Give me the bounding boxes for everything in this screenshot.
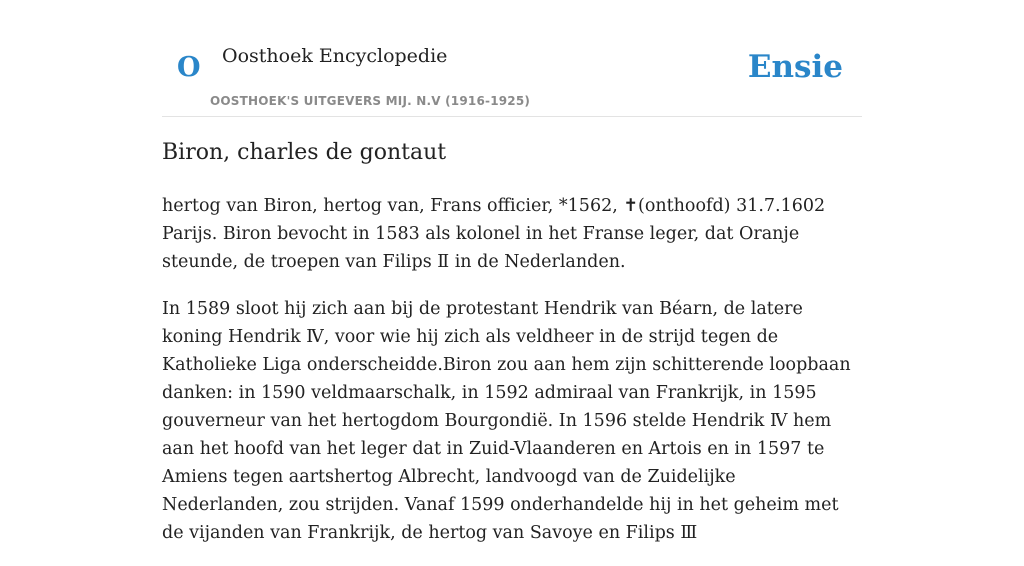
entry-title: Biron, charles de gontaut	[162, 140, 447, 165]
book-logo[interactable]: O	[177, 52, 201, 83]
entry-paragraph: In 1589 sloot hij zich aan bij de protestant Hendrik van Béarn, de latere koning Hendrik Ⅳ, voor wie hij zich als veldheer in de strijd tegen de Katholieke Liga onderscheidde.Biron zou aan hem zijn schitterende loopbaan danken: in 1590 veldmaarschalk, in 1592 admiraal van Frankrijk, in 1595 gouverneur van het hertogdom Bourgondië. In 1596 stelde Hendrik Ⅳ hem aan het hoofd van het leger dat in Zuid-Vlaanderen en Artois en in 1597 te Amiens tegen aartshertog Albrecht, landvoogd van de Zuidelijke Nederlanden, zou strijden. Vanaf 1599 onderhandelde hij in het geheim met de vijanden van Frankrijk, de hertog van Savoye en Filips Ⅲ	[162, 299, 851, 543]
header	[162, 0, 862, 117]
page	[162, 0, 862, 543]
entry-content	[162, 192, 862, 566]
brand-logo[interactable]: Ensie	[747, 49, 843, 85]
publisher-label: OOSTHOEK'S UITGEVERS MIJ. N.V (1916-1925)	[210, 94, 531, 108]
book-title[interactable]: Oosthoek Encyclopedie	[222, 45, 448, 67]
entry-paragraph: hertog van Biron, hertog van, Frans officier, *1562, ✝(onthoofd) 31.7.1602 Parijs. Biron bevocht in 1583 als kolonel in het Franse leger, dat Oranje steunde, de troepen van Filips Ⅱ in de Nederlanden.	[162, 196, 826, 272]
